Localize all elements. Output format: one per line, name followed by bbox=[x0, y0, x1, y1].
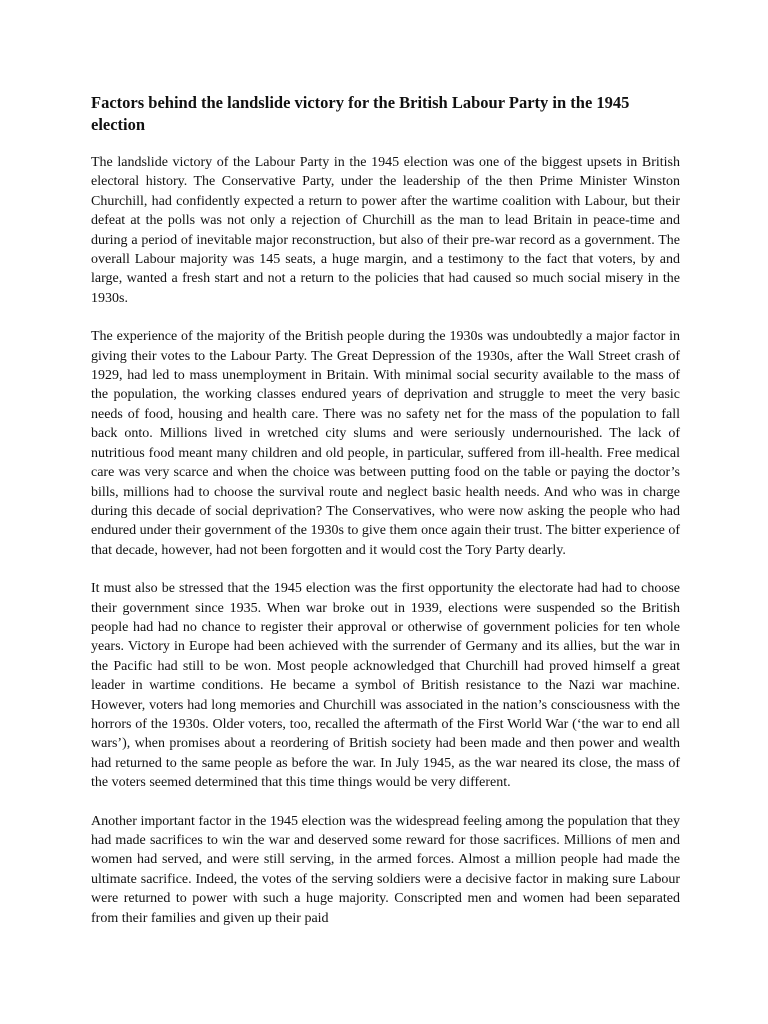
document-page bbox=[91, 92, 680, 947]
paragraph-2: The experience of the majority of the British people during the 1930s was undoubtedly a major factor in giving their votes to the Labour Party. The Great Depression of the 1930s, after the Wall Street crash of 1929, had led to mass unemployment in Britain. With minimal social security available to the mass of the population, the working classes endured years of deprivation and struggle to meet the very basic needs of food, housing and health care. There was no safety net for the mass of the population to fall back onto. Millions lived in wretched city slums and were seriously undernourished. The lack of nutritious food meant many children and old people, in particular, suffered from ill-health. Free medical care was very scarce and when the choice was between putting food on the table or paying the doctor’s bills, millions had to choose the survival route and neglect basic health needs. And who was in charge during this decade of social deprivation? The Conservatives, who were now asking the people who had endured under their government of the 1930s to give them once again their trust. The bitter experience of that decade, however, had not been forgotten and it would cost the Tory Party dearly. bbox=[91, 329, 680, 558]
document-title: Factors behind the landslide victory for the British Labour Party in the 1945 election bbox=[91, 93, 630, 134]
paragraph-1: The landslide victory of the Labour Party in the 1945 election was one of the biggest upsets in British electoral history. The Conservative Party, under the leadership of the then Prime Minister Winston Churchill, had confidently expected a return to power after the wartime coalition with Labour, but their defeat at the polls was not only a rejection of Churchill as the man to lead Britain in peace-time and during a period of inevitable major reconstruction, but also of their pre-war record as a government. The overall Labour majority was 145 seats, a huge margin, and a testimony to the fact that voters, by and large, wanted a fresh start and not a return to the policies that had caused so much social misery in the 1930s. bbox=[91, 155, 680, 306]
paragraph-4: Another important factor in the 1945 election was the widespread feeling among the population that they had made sacrifices to win the war and deserved some reward for those sacrifices. Millions of men and women had served, and were still serving, in the armed forces. Almost a million people had made the ultimate sacrifice. Indeed, the votes of the serving soldiers were a decisive factor in making sure Labour were returned to power with such a huge majority. Conscripted men and women had been separated from their families and given up their paid bbox=[91, 813, 680, 926]
paragraph-3: It must also be stressed that the 1945 election was the first opportunity the electorate had had to choose their government since 1935. When war broke out in 1939, elections were suspended so the British people had had no chance to register their approval or otherwise of government policies for ten whole years. Victory in Europe had been achieved with the surrender of Germany and its allies, but the war in the Pacific had still to be won. Most people acknowledged that Churchill had proved himself a great leader in wartime conditions. He became a symbol of British resistance to the Nazi war machine. However, voters had long memories and Churchill was associated in the nation’s consciousness with the horrors of the 1930s. Older voters, too, recalled the aftermath of the First World War (‘the war to end all wars’), when promises about a reordering of British society had been made and then power and wealth had returned to the same people as before the war. In July 1945, as the war neared its close, the mass of the voters seemed determined that this time things would be very different. bbox=[91, 581, 680, 791]
